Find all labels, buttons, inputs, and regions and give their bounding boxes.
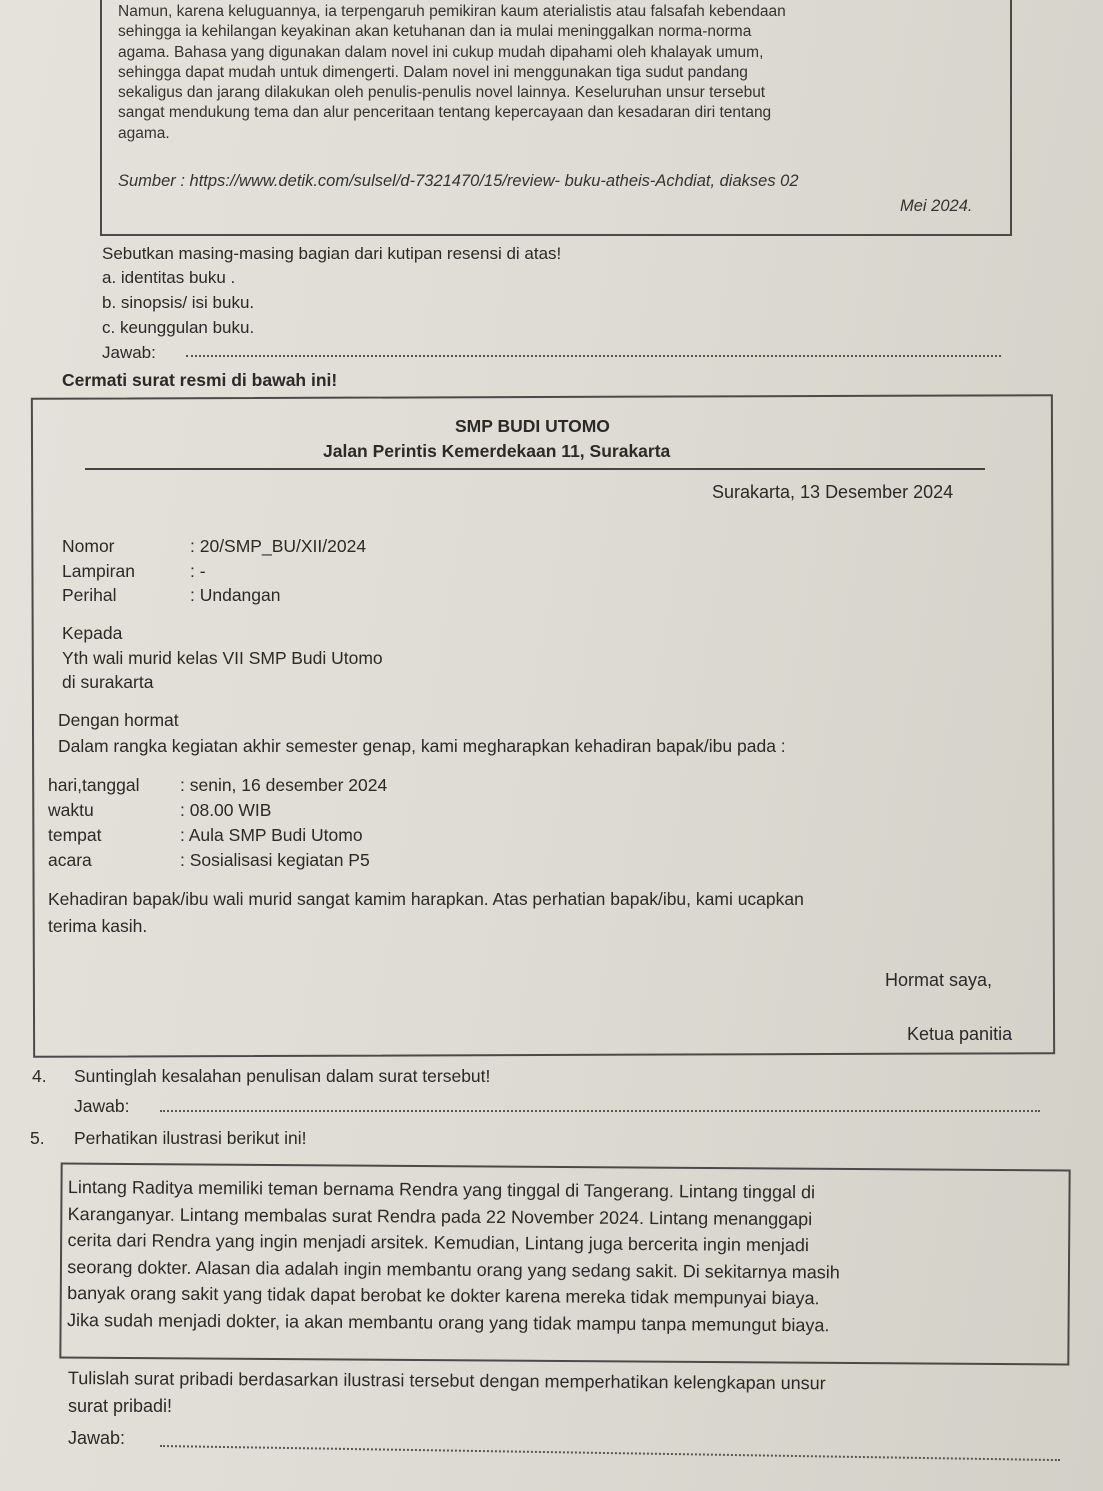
q5-prompt: Perhatikan ilustrasi berikut ini! — [74, 1128, 307, 1148]
illustration-line: Karanganyar. Lintang membalas surat Rendra pada 22 November 2024. Lintang menanggapi — [67, 1203, 813, 1229]
q5-task: surat pribadi! — [68, 1396, 173, 1416]
letter-signer: Ketua panitia — [907, 1024, 1013, 1044]
q5-answer-line[interactable] — [160, 1445, 1060, 1461]
illustration-line: Lintang Raditya memiliki teman bernama Rendra yang tinggal di Tangerang. Lintang tinggal di — [67, 1176, 816, 1203]
letter-detail-label: tempat — [48, 825, 102, 845]
letter-body: Dalam rangka kegiatan akhir semester genap, kami megharapkan kehadiran bapak/ibu pada : — [58, 736, 786, 756]
q4-answer-label: Jawab: — [74, 1096, 130, 1116]
letter-header-rule — [85, 468, 985, 470]
letter-recipient: Yth wali murid kelas VII SMP Budi Utomo — [62, 648, 383, 668]
q5-answer-label: Jawab: — [68, 1428, 126, 1448]
excerpt-line: Namun, karena keluguannya, ia terpengaruh pemikiran kaum aterialistis atau falsafah kebendaan — [118, 3, 786, 20]
excerpt-line: sangat mendukung tema dan alur penceritaan tentang kepercayaan dan kesadaran diri tentang — [118, 104, 772, 122]
letter-meta-label: Perihal — [62, 585, 117, 605]
illustration-line: Jika sudah menjadi dokter, ia akan membantu orang yang tidak mampu tanpa memungut biaya. — [66, 1309, 830, 1335]
letter-recipient: Kepada — [62, 623, 123, 643]
letter-recipient: di surakarta — [62, 672, 154, 692]
q5-task: Tulislah surat pribadi berdasarkan ilustrasi tersebut dengan memperhatikan kelengkapan unsur — [67, 1368, 826, 1394]
letter-school-address: Jalan Perintis Kemerdekaan 11, Surakarta — [323, 441, 671, 461]
q4-number: 4. — [32, 1066, 47, 1086]
letter-date: Surakarta, 13 Desember 2024 — [712, 482, 954, 502]
excerpt-source-date: Mei 2024. — [900, 197, 973, 215]
illustration-text — [67, 1174, 1068, 1340]
letter-meta-label: Lampiran — [62, 561, 135, 581]
excerpt-line: sehingga ia kehilangan keyakinan akan ketuhanan dan ia mulai meninggalkan norma-norma — [118, 23, 752, 41]
letter-meta-value: : - — [190, 561, 206, 581]
illustration-line: cerita dari Rendra yang ingin menjadi arsitek. Kemudian, Lintang juga bercerita ingin menjadi — [67, 1229, 810, 1256]
letter-meta-value: : 20/SMP_BU/XII/2024 — [190, 536, 367, 556]
q3-option-b: b. sinopsis/ isi buku. — [102, 293, 255, 312]
q4-answer-line[interactable] — [160, 1110, 1040, 1112]
q3-prompt: Sebutkan masing-masing bagian dari kutipan resensi di atas! — [102, 244, 562, 263]
excerpt-line: agama. — [118, 124, 170, 142]
letter-meta-value: : Undangan — [190, 585, 281, 605]
letter-signoff: Hormat saya, — [885, 970, 993, 990]
excerpt-line: sehingga dapat mudah untuk dimengerti. Dalam novel ini menggunakan tiga sudut pandang — [118, 63, 748, 81]
q5-number: 5. — [30, 1128, 45, 1148]
letter-school-name: SMP BUDI UTOMO — [455, 416, 610, 436]
letter-detail-label: acara — [48, 850, 92, 870]
letter-intro: Cermati surat resmi di bawah ini! — [62, 370, 338, 390]
q3-answer-label: Jawab: — [102, 343, 156, 362]
excerpt-line: agama. Bahasa yang digunakan dalam novel ini cukup mudah dipahami oleh khalayak umum, — [118, 43, 764, 61]
letter-detail-value: : senin, 16 desember 2024 — [180, 775, 388, 795]
q4-prompt: Suntinglah kesalahan penulisan dalam surat tersebut! — [74, 1066, 491, 1086]
letter-closing: terima kasih. — [48, 916, 148, 936]
letter-detail-value: : 08.00 WIB — [180, 800, 272, 820]
letter-closing: Kehadiran bapak/ibu wali murid sangat kamim harapkan. Atas perhatian bapak/ibu, kami ucapkan — [48, 889, 804, 909]
illustration-line: seorang dokter. Alasan dia adalah ingin membantu orang yang sedang sakit. Di sekitarnya masih — [67, 1256, 840, 1282]
letter-detail-value: : Aula SMP Budi Utomo — [180, 825, 363, 845]
q3-option-c: c. keunggulan buku. — [102, 318, 255, 337]
excerpt-source: Sumber : https://www.detik.com/sulsel/d-7321470/15/review- buku-atheis-Achdiat, diakses 02 — [118, 172, 799, 190]
q3-option-a: a. identitas buku . — [102, 268, 236, 287]
review-excerpt-text — [118, 2, 998, 144]
q3-answer-line[interactable] — [186, 355, 1001, 357]
excerpt-line: sekaligus dan jarang dilakukan oleh penulis-penulis novel lainnya. Keseluruhan unsur tersebut — [118, 84, 766, 102]
letter-detail-label: hari,tanggal — [48, 775, 140, 795]
letter-meta-label: Nomor — [62, 536, 115, 556]
letter-detail-label: waktu — [48, 800, 94, 820]
letter-detail-value: : Sosialisasi kegiatan P5 — [180, 850, 370, 870]
letter-greeting: Dengan hormat — [58, 710, 179, 730]
illustration-line: banyak orang sakit yang tidak dapat berobat ke dokter karena mereka tidak mempunyai biaya. — [67, 1282, 820, 1309]
